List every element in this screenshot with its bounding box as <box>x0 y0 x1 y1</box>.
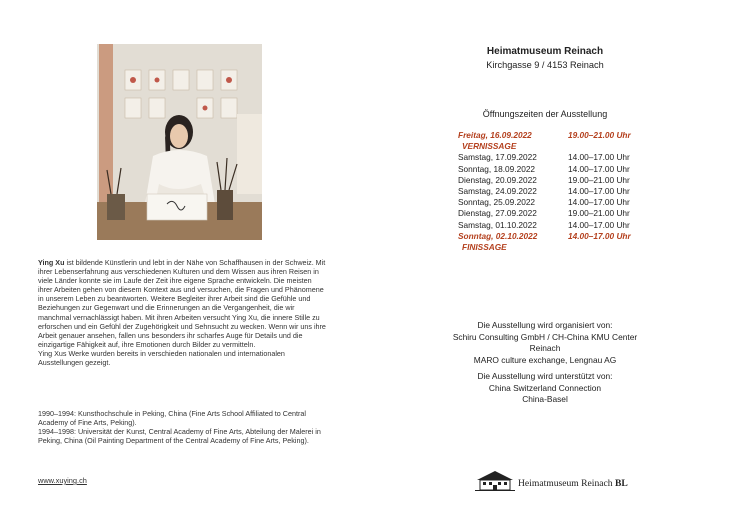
schedule-time: 14.00–17.00 Uhr <box>568 185 630 196</box>
schedule-row <box>458 220 678 231</box>
schedule-time: 14.00–17.00 Uhr <box>568 219 630 230</box>
schedule-row <box>458 175 678 186</box>
schedule-day: Samstag, 17.09.2022 <box>458 152 537 163</box>
schedule-time: 14.00–17.00 Uhr <box>568 152 630 163</box>
schedule-row <box>458 208 678 219</box>
schedule-day: Sonntag, 25.09.2022 <box>458 197 536 208</box>
schedule-row <box>458 186 678 197</box>
schedule-day: Sonntag, 02.10.2022 <box>458 230 538 241</box>
artist-biography <box>38 258 328 367</box>
opening-hours-heading: Öffnungszeiten der Ausstellung <box>482 109 608 119</box>
organizers-block <box>440 320 650 366</box>
museum-address: Kirchgasse 9 / 4153 Reinach <box>486 60 604 70</box>
supporters-heading: Die Ausstellung wird unterstützt von: <box>477 371 613 381</box>
supporters-block <box>440 371 650 406</box>
organizers-heading: Die Ausstellung wird organisiert von: <box>477 320 613 330</box>
schedule-time: 19.00–21.00 Uhr <box>568 130 631 140</box>
bio-text: ist bildende Künstlerin und lebt in der Nähe von Schaffhausen in der Schweiz. Mit ihrer Lebenserfahrung aus verschiedenen Kulturen und dem Wissen aus ihren Reisen in viele Länder konnte sie im Laufe der Zeit ihre eigene Sprache entwickeln. Die meisten ihrer Arbeiten gehen von diesem Kontext aus und versuchen, die Fragen und Phänomene in unserem Leben zu beantworten. Weitere Begleiter ihrer Arbeit sind die Gefühle und Beziehungen zur Gegenwart und die Erinnerungen an die Vergangenheit, die wir manchmal vernachlässigt haben. Mit ihren Arbeiten versucht Ying Xu, die innere Stille zu erforschen und ein Gefühl der Zugehörigkeit und Sehnsucht zu wecken. Wenn wir uns ihre Arbeit genauer ansehen, fallen uns besonders ihr scharfes Auge für Details und die einzigartige Fähigkeit auf, ihre Emotionen durch Bilder zu vermitteln. <box>38 258 326 349</box>
footer-canton: BL <box>614 478 628 489</box>
supporter-line: China-Basel <box>522 394 568 404</box>
museum-footer-name <box>518 478 628 489</box>
schedule-day: Freitag, 16.09.2022 <box>458 130 532 140</box>
schedule-day: Dienstag, 27.09.2022 <box>458 208 537 219</box>
bio-exhibitions: Ying Xus Werke wurden bereits in verschieden nationalen und internationalen Ausstellungen gezeigt. <box>38 348 285 368</box>
schedule-day: Samstag, 01.10.2022 <box>458 219 537 230</box>
schedule-row-finissage-label <box>458 242 678 253</box>
footer-museum-name: Heimatmuseum Reinach <box>518 478 615 489</box>
artist-education <box>38 409 328 445</box>
schedule-day: Dienstag, 20.09.2022 <box>458 174 537 185</box>
supporter-line: China Switzerland Connection <box>488 382 602 393</box>
artist-website-link[interactable]: www.xuying.ch <box>38 476 87 485</box>
artist-name: Ying Xu <box>38 258 65 267</box>
museum-house-logo <box>475 468 515 492</box>
schedule-row-vernissage-date <box>458 130 678 141</box>
schedule-time: 14.00–17.00 Uhr <box>568 230 631 241</box>
organizer-line: Schiru Consulting GmbH / CH-China KMU Center Reinach <box>452 331 638 353</box>
schedule-time: 19.00–21.00 Uhr <box>568 174 630 185</box>
schedule-day: Sonntag, 18.09.2022 <box>458 163 536 174</box>
education-entry: 1994–1998: Universität der Kunst, Central Academy of Fine Arts, Abteilung der Malerei in Peking, China (Oil Painting Department of the Central Academy of Fine Arts, Peking). <box>38 427 321 446</box>
schedule-row-finissage-date <box>458 231 678 242</box>
schedule-time: 19.00–21.00 Uhr <box>568 208 630 219</box>
schedule-time: 14.00–17.00 Uhr <box>568 163 630 174</box>
schedule-row-vernissage-label <box>458 141 678 152</box>
schedule-row <box>458 164 678 175</box>
opening-hours-schedule <box>458 130 678 253</box>
artist-photo <box>97 44 262 240</box>
organizer-line: MARO culture exchange, Lengnau AG <box>473 354 617 365</box>
finissage-label: FINISSAGE <box>462 241 507 252</box>
vernissage-label: VERNISSAGE <box>462 141 517 152</box>
schedule-time: 14.00–17.00 Uhr <box>568 197 630 208</box>
museum-title: Heimatmuseum Reinach <box>486 46 604 57</box>
schedule-row <box>458 197 678 208</box>
schedule-day: Samstag, 24.09.2022 <box>458 185 537 196</box>
schedule-row <box>458 152 678 163</box>
education-entry: 1990–1994: Kunsthochschule in Peking, China (Fine Arts School Affiliated to Central Academy of Fine Arts, Peking). <box>38 409 306 428</box>
